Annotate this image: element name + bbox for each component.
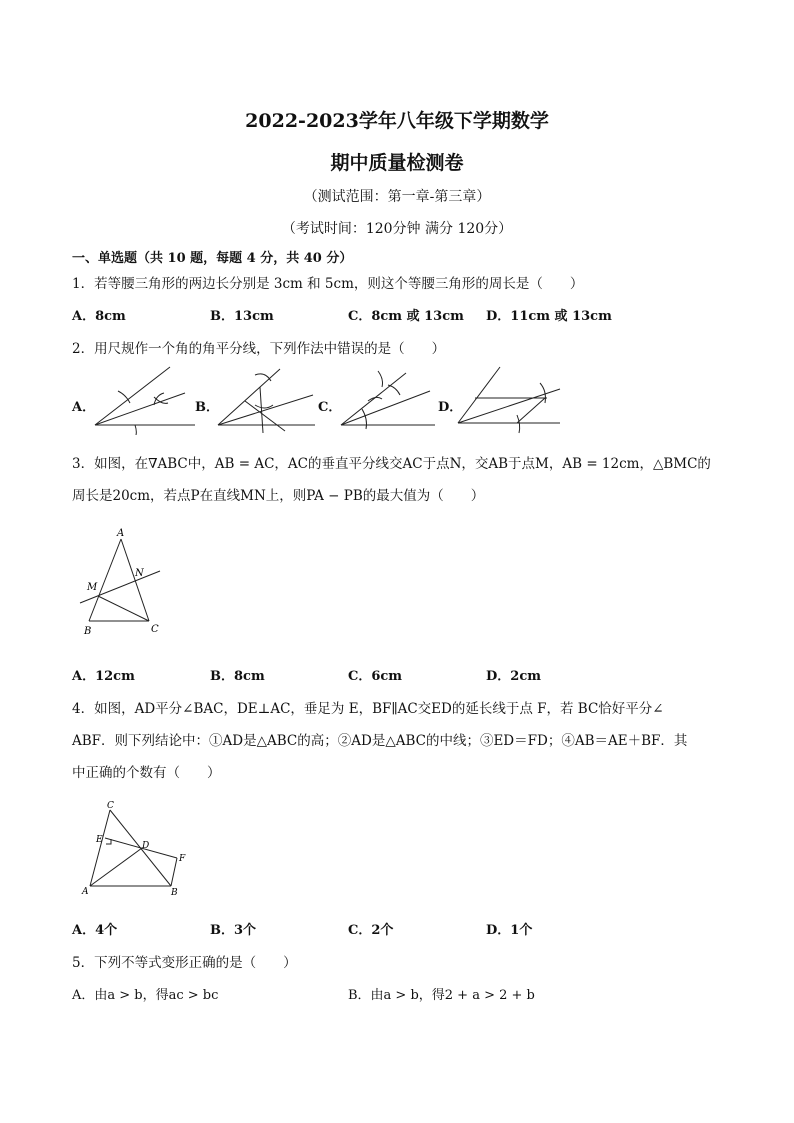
q3-option-a: A．12cm (72, 669, 135, 684)
q4-option-a: A．4个 (72, 923, 118, 938)
exam-time: （考试时间：120分钟 满分 120分） (281, 221, 513, 237)
q2-label-b: B． (195, 400, 219, 415)
q2-figure-b (215, 365, 320, 435)
exam-scope: （测试范围：第一章-第三章） (303, 189, 491, 205)
q1-option-c: C．8cm 或 13cm (348, 309, 464, 324)
q2-figure-d (455, 363, 565, 438)
q3-label-b: B (84, 626, 92, 637)
q3-figure (72, 524, 182, 644)
q3-option-b: B．8cm (210, 669, 265, 684)
q2-stem: 2．用尺规作一个角的角平分线，下列作法中错误的是（ ） (72, 341, 446, 357)
q3-option-d: D．2cm (486, 669, 541, 684)
q5-stem: 5．下列不等式变形正确的是（ ） (72, 955, 297, 971)
q2-figure-c (338, 365, 438, 435)
q4-line-1: 4．如图，AD平分∠BAC，DE⊥AC，垂足为 E，BF∥AC交ED的延长线于点 F，若 BC恰好平分∠ (72, 701, 664, 717)
q3-label-m: M (87, 582, 98, 593)
q2-label-a: A． (72, 400, 96, 415)
q4-option-d: D．1个 (486, 923, 533, 938)
q3-label-a: A (117, 528, 125, 539)
q3-line-1: 3．如图，在∇ABC中，AB = AC，AC的垂直平分线交AC于点N，交AB于点M，AB = 12cm，△BMC的 (72, 456, 711, 472)
q4-label-f: F (179, 854, 186, 864)
q2-label-c: C． (318, 400, 342, 415)
q1-stem: 1．若等腰三角形的两边长分别是 3cm 和 5cm，则这个等腰三角形的周长是（ ） (72, 276, 584, 292)
q3-line-2: 周长是20cm，若点P在直线MN上，则PA − PB的最大值为（ ） (72, 488, 485, 504)
q4-option-c: C．2个 (348, 923, 394, 938)
q1-option-d: D．11cm 或 13cm (486, 309, 612, 324)
q4-option-b: B．3个 (210, 923, 257, 938)
q2-figure-a (90, 365, 200, 435)
q4-label-d: D (142, 841, 150, 851)
q3-label-c: C (151, 624, 159, 635)
q5-option-b: B．由a > b，得2 + a > 2 + b (348, 988, 535, 1003)
q1-option-a: A．8cm (72, 309, 126, 324)
q5-option-a: A．由a > b，得ac > bc (72, 988, 219, 1003)
q3-option-c: C．6cm (348, 669, 403, 684)
exam-title: 2022-2023学年八年级下学期数学 (245, 110, 549, 132)
q4-label-e: E (96, 835, 103, 845)
q4-label-a: A (82, 887, 89, 897)
q1-option-b: B．13cm (210, 309, 274, 324)
exam-subtitle: 期中质量检测卷 (330, 152, 464, 174)
q4-label-b: B (171, 888, 178, 898)
q2-label-d: D． (438, 400, 463, 415)
q4-line-3: 中正确的个数有（ ） (72, 765, 221, 781)
q4-line-2: ABF．则下列结论中：①AD是△ABC的高；②AD是△ABC的中线；③ED＝FD；④AB＝AE＋BF．其 (72, 733, 688, 749)
section-heading: 一、单选题（共 10 题，每题 4 分，共 40 分） (72, 251, 353, 266)
q4-figure (76, 798, 196, 898)
q4-label-c: C (107, 801, 114, 811)
q3-label-n: N (135, 568, 144, 579)
